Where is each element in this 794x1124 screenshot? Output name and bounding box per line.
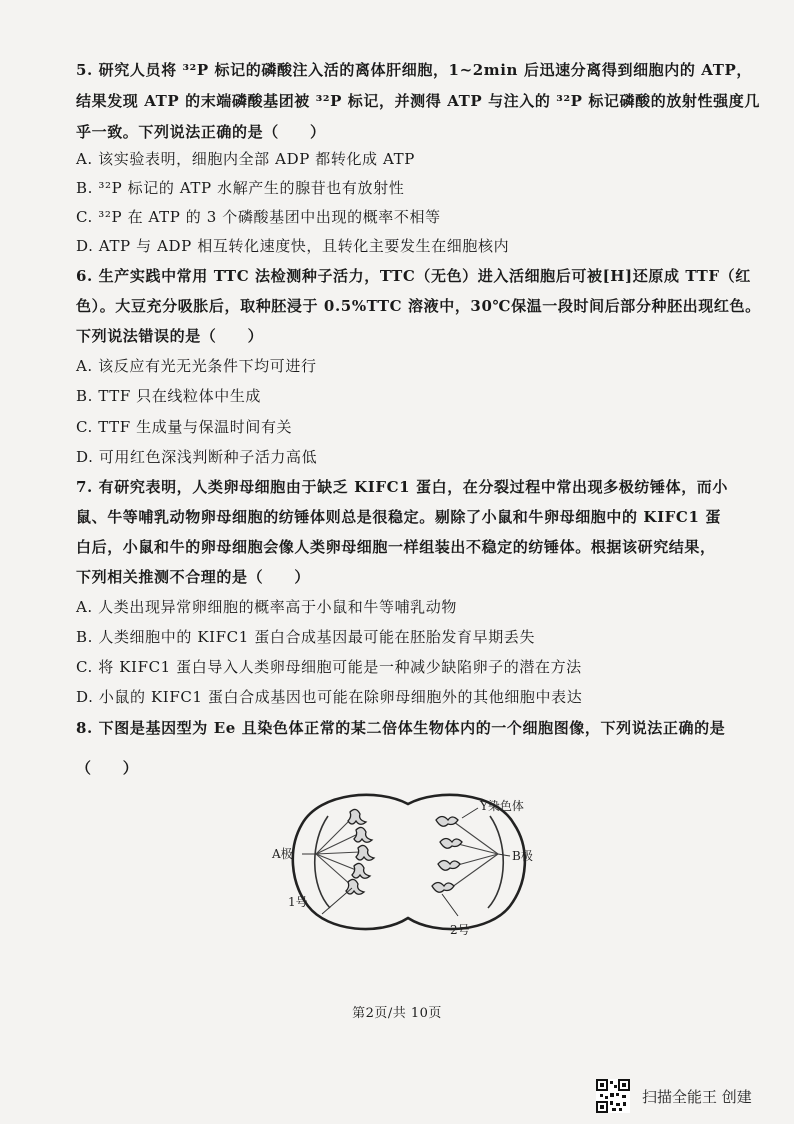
chromosome-left-1: [348, 809, 366, 824]
cell-division-diagram: [258, 782, 558, 942]
chromosome-right-4: [432, 883, 454, 893]
page-number: 第2页/共 10页: [352, 1006, 442, 1021]
q5-option-b: B. ³²P 标记的 ATP 水解产生的腺苷也有放射性: [76, 179, 405, 197]
label-no1: 1号: [288, 895, 308, 909]
chromosome-left-3: [356, 845, 374, 860]
chromosome-left-2: [354, 827, 372, 842]
no2-leader: [442, 894, 458, 916]
q7-option-a: A. 人类出现异常卵细胞的概率高于小鼠和牛等哺乳动物: [76, 598, 457, 616]
q7-option-d: D. 小鼠的 KIFC1 蛋白合成基因也可能在除卵母细胞外的其他细胞中表达: [76, 688, 583, 706]
q7-stem-line4: 下列相关推测不合理的是（ ）: [76, 568, 311, 586]
q5-stem-line2: 结果发现 ATP 的末端磷酸基团被 ³²P 标记，并测得 ATP 与注入的 ³²P 标记磷酸的放射性强度几: [76, 92, 760, 110]
scanner-brand-text: 扫描全能王 创建: [642, 1087, 752, 1106]
chromosomes-left: [346, 809, 374, 894]
label-no2: 2号: [450, 923, 470, 937]
q6-option-c: C. TTF 生成量与保温时间有关: [76, 418, 293, 436]
label-pole-a: A极: [272, 847, 293, 861]
chromosomes-right: [432, 817, 462, 893]
scanner-watermark: [596, 1078, 752, 1114]
q6-option-d: D. 可用红色深浅判断种子活力高低: [76, 448, 318, 466]
chromosome-right-3: [438, 861, 460, 871]
q6-option-b: B. TTF 只在线粒体中生成: [76, 387, 262, 405]
chromosome-right-2: [440, 839, 462, 849]
q7-stem-line1: 7. 有研究表明，人类卵母细胞由于缺乏 KIFC1 蛋白，在分裂过程中常出现多极纺锤体，而小: [76, 478, 729, 496]
no1-leader: [322, 888, 352, 914]
q8-stem-line2: （ ）: [76, 759, 139, 777]
q6-stem-line2: 色）。大豆充分吸胀后，取种胚浸于 0.5%TTC 溶液中，30℃保温一段时间后部分种胚出现红色。: [76, 297, 761, 315]
q6-stem-line1: 6. 生产实践中常用 TTC 法检测种子活力，TTC（无色）进入活细胞后可被[H]还原成 TTF（红: [76, 267, 751, 285]
q6-option-a: A. 该反应有光无光条件下均可进行: [76, 357, 317, 375]
qr-code-icon: [596, 1079, 630, 1113]
q7-stem-line2: 鼠、牛等哺乳动物卵母细胞的纺锤体则总是很稳定。剔除了小鼠和牛卵母细胞中的 KIFC1 蛋: [76, 508, 721, 526]
spindle-left: [315, 816, 330, 908]
spindle-right: [488, 816, 503, 908]
chromosome-left-5: [346, 879, 364, 894]
spindle-fibers-right: [448, 822, 498, 890]
label-pole-b: B极: [512, 849, 533, 863]
q7-option-b: B. 人类细胞中的 KIFC1 蛋白合成基因最可能在胚胎发育早期丢失: [76, 628, 536, 646]
chromosome-left-4: [352, 863, 370, 878]
y-chromosome-leader: [462, 808, 478, 818]
q7-option-c: C. 将 KIFC1 蛋白导入人类卵母细胞可能是一种减少缺陷卵子的潜在方法: [76, 658, 582, 676]
q5-option-c: C. ³²P 在 ATP 的 3 个磷酸基团中出现的概率不相等: [76, 208, 441, 226]
q5-stem-line3: 乎一致。下列说法正确的是（ ）: [76, 123, 326, 141]
q6-stem-line3: 下列说法错误的是（ ）: [76, 327, 264, 345]
label-y-chromosome: Y染色体: [480, 799, 524, 813]
q5-stem-line1: 5. 研究人员将 ³²P 标记的磷酸注入活的离体肝细胞，1~2min 后迅速分离得到细胞内的 ATP，: [76, 61, 752, 79]
q7-stem-line3: 白后，小鼠和牛的卵母细胞会像人类卵母细胞一样组装出不稳定的纺锤体。根据该研究结果，: [76, 538, 716, 556]
q5-option-a: A. 该实验表明，细胞内全部 ADP 都转化成 ATP: [76, 150, 415, 168]
pole-b-leader: [498, 854, 510, 856]
q8-stem-line1: 8. 下图是基因型为 Ee 且染色体正常的某二倍体生物体内的一个细胞图像，下列说法正确的是: [76, 719, 726, 737]
q5-option-d: D. ATP 与 ADP 相互转化速度快，且转化主要发生在细胞核内: [76, 237, 510, 255]
chromosome-right-1: [436, 817, 458, 827]
